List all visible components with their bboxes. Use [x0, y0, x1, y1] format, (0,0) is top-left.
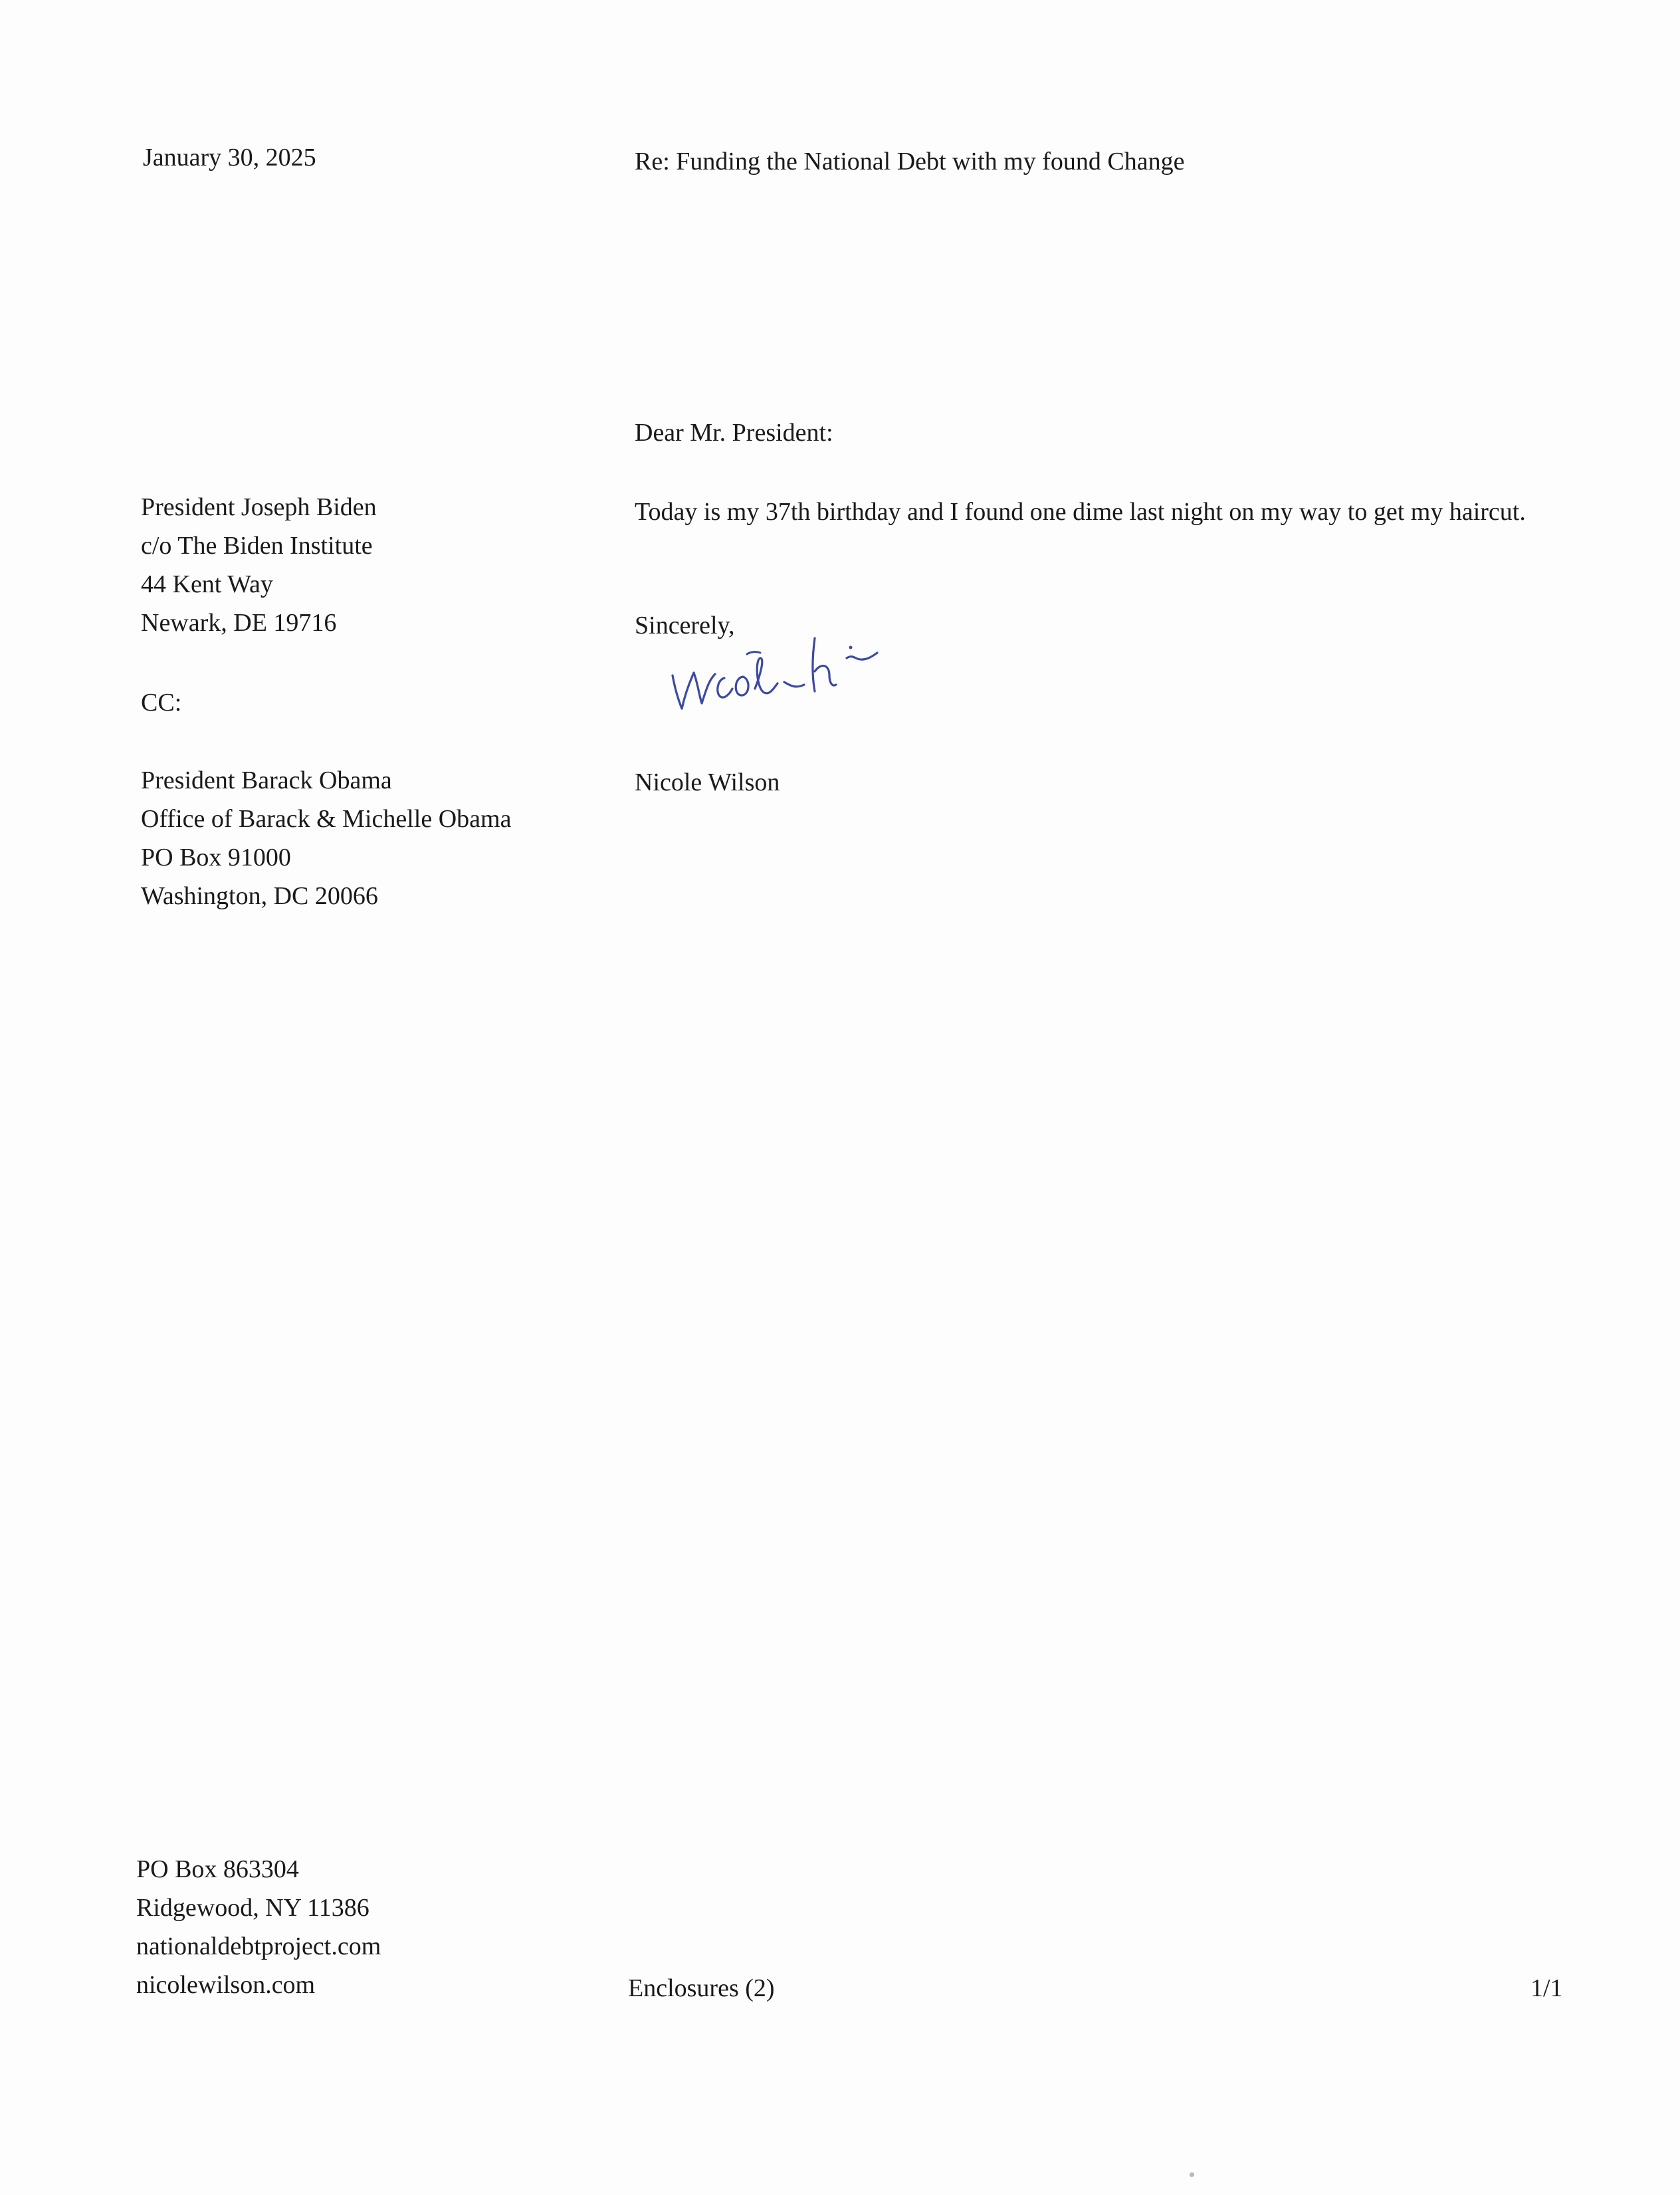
letter-date: January 30, 2025	[143, 144, 316, 172]
letter-subject: Re: Funding the National Debt with my found Change	[635, 148, 1185, 175]
sender-address	[136, 1850, 381, 2004]
recipient-line: c/o The Biden Institute	[141, 532, 373, 560]
recipient-line: Newark, DE 19716	[141, 609, 337, 637]
handwritten-signature	[665, 632, 984, 745]
salutation: Dear Mr. President:	[635, 419, 833, 447]
cc-line: Office of Barack & Michelle Obama	[141, 805, 512, 833]
cc-line: PO Box 91000	[141, 844, 291, 871]
page-number: 1/1	[1530, 1974, 1563, 2002]
signer-name: Nicole Wilson	[635, 768, 780, 796]
recipient-address	[141, 488, 377, 642]
enclosures-note: Enclosures (2)	[628, 1974, 775, 2002]
sender-line: nicolewilson.com	[136, 1971, 316, 1999]
recipient-line: President Joseph Biden	[141, 493, 377, 521]
sender-line: PO Box 863304	[136, 1855, 299, 1883]
scan-speck	[1190, 2172, 1194, 2177]
cc-line: Washington, DC 20066	[141, 882, 378, 910]
recipient-line: 44 Kent Way	[141, 570, 273, 598]
cc-label: CC:	[141, 689, 182, 717]
sender-line: nationaldebtproject.com	[136, 1932, 381, 1960]
cc-line: President Barack Obama	[141, 766, 392, 794]
letter-body: Today is my 37th birthday and I found one dime last night on my way to get my haircut.	[635, 498, 1526, 526]
sender-line: Ridgewood, NY 11386	[136, 1894, 369, 1922]
closing: Sincerely,	[635, 612, 735, 639]
cc-address	[141, 761, 511, 915]
